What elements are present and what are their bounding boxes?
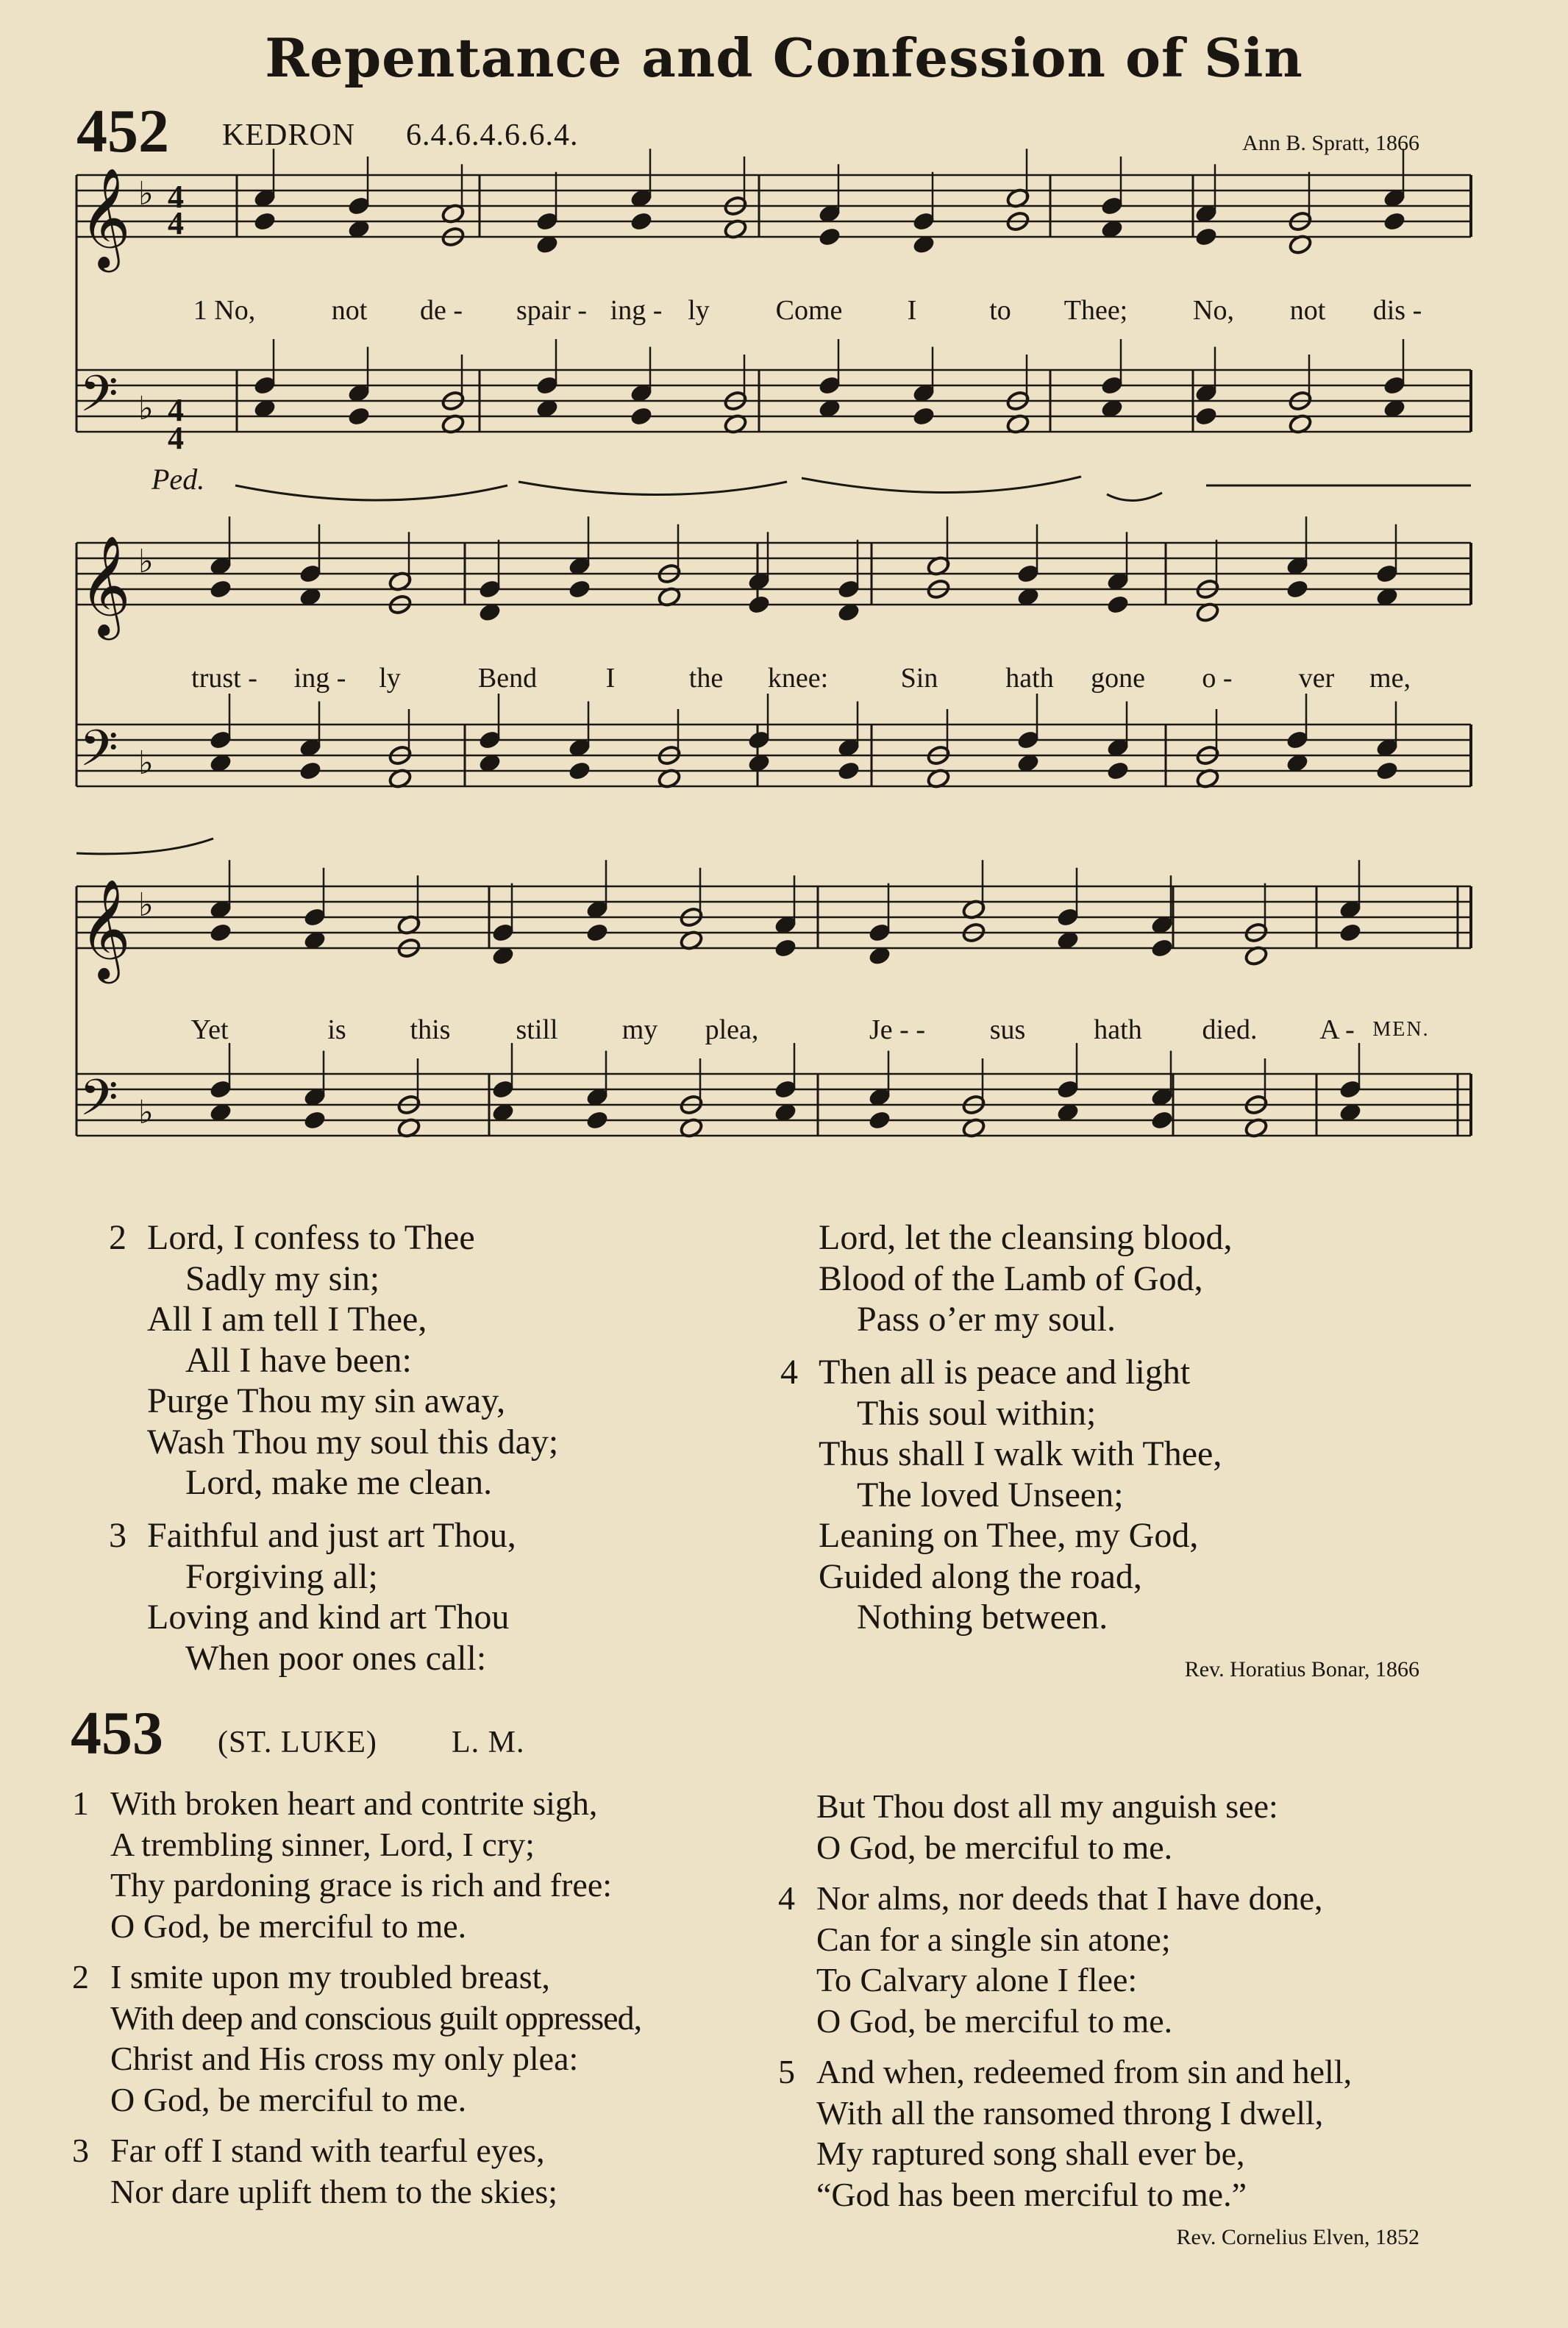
hymn-452-stanza-2 <box>109 1217 559 1503</box>
flat-icon: ♭ <box>138 390 154 427</box>
stanza-line: Far off I stand with tearful eyes, <box>110 2132 545 2169</box>
hymn-453-stanza-4 <box>778 1878 1323 2041</box>
note-head <box>836 760 861 782</box>
flat-icon: ♭ <box>138 1094 154 1131</box>
time-signature-bass-top: 4 <box>168 392 184 428</box>
stanza-number: 3 <box>72 2132 89 2169</box>
stanza-line: Loving and kind art Thou <box>147 1598 510 1637</box>
lyric-word: ing - <box>610 295 663 326</box>
bass-clef-icon: 𝄢 <box>79 720 118 790</box>
note-head <box>1105 760 1130 782</box>
stanza-line: Pass o’er my soul. <box>857 1300 1116 1339</box>
stanza-number: 2 <box>109 1218 126 1257</box>
note-head <box>252 210 277 232</box>
hymn-453-stanza-2 <box>72 1957 642 2120</box>
lyric-word: me, <box>1369 663 1411 694</box>
lyric-word: this <box>410 1014 451 1045</box>
flat-icon: ♭ <box>138 886 154 924</box>
note-head <box>1338 922 1363 944</box>
lyric-word: died. <box>1202 1014 1258 1045</box>
stanza-line: All I have been: <box>185 1340 412 1380</box>
stanza-line: With deep and conscious guilt oppressed, <box>110 1998 642 2037</box>
stanza-line: To Calvary alone I flee: <box>816 1961 1138 1998</box>
lyrics-system-2 <box>0 662 1568 697</box>
stanza-line: Thy pardoning grace is rich and free: <box>110 1866 613 1904</box>
lyric-word: gone <box>1091 663 1145 694</box>
treble-clef-icon: 𝄞 <box>79 534 131 636</box>
flat-icon: ♭ <box>138 175 154 213</box>
stanza-line: O God, be merciful to me. <box>816 1828 1173 1866</box>
stanza-number: 1 <box>72 1784 89 1822</box>
stanza-line: “God has been merciful to me.” <box>816 2175 1247 2213</box>
lyric-word: Thee; <box>1063 295 1128 326</box>
note-head <box>1375 760 1400 782</box>
note-head <box>208 922 233 944</box>
stanza-line: Nor alms, nor deeds that I have done, <box>816 1879 1323 1917</box>
lyric-word: ver <box>1298 663 1335 694</box>
stanza-line: With all the ransomed throng I dwell, <box>816 2093 1324 2132</box>
lyric-word: I <box>605 663 616 694</box>
stanza-line: Purge Thou my sin away, <box>147 1381 506 1420</box>
hymn-453-tune: (ST. LUKE) <box>218 1726 377 1759</box>
note-head <box>1285 578 1310 600</box>
ped-label: Ped. <box>152 463 205 496</box>
note-head <box>1382 210 1407 232</box>
stanza-line: Leaning on Thee, my God, <box>819 1516 1199 1555</box>
lyric-word: ing - <box>293 663 346 694</box>
flat-icon: ♭ <box>138 543 154 580</box>
bass-clef-icon: 𝄢 <box>79 366 118 435</box>
note-head <box>1194 226 1219 248</box>
stanza-number: 2 <box>72 1958 89 1996</box>
hymn-452-number: 452 <box>76 97 169 165</box>
lyric-word: Yet <box>190 1014 229 1045</box>
treble-clef-icon: 𝄞 <box>79 878 131 979</box>
hymn-453-stanza-5 <box>778 2051 1353 2215</box>
note-head <box>1194 405 1219 427</box>
hymn-453-stanza-1 <box>72 1783 613 1946</box>
stanza-line: Forgiving all; <box>185 1556 378 1596</box>
lyric-word: not <box>331 295 368 326</box>
stanza-line: Nothing between. <box>857 1598 1108 1637</box>
time-signature-treble-top: 4 <box>168 179 184 215</box>
lyric-word: 1 No, <box>193 295 256 326</box>
page-title: Repentance and Confession of Sin <box>265 26 1303 89</box>
note-head <box>773 937 798 959</box>
lyric-word: A - <box>1319 1014 1355 1045</box>
note-head <box>298 760 323 782</box>
stanza-line: The loved Unseen; <box>857 1475 1124 1514</box>
stanza-line: Lord, make me clean. <box>185 1463 493 1502</box>
stanza-line: Lord, let the cleansing blood, <box>819 1218 1233 1257</box>
lyric-word: to <box>989 295 1011 326</box>
lyric-word: not <box>1289 295 1326 326</box>
hymn-452-author: Ann B. Spratt, 1866 <box>1242 131 1419 155</box>
lyric-word: my <box>621 1014 658 1045</box>
stanza-line: Guided along the road, <box>819 1556 1142 1596</box>
stanza-line: O God, be merciful to me. <box>110 2080 467 2118</box>
stanza-line: Sadly my sin; <box>185 1259 380 1298</box>
hymn-452-stanza-3 <box>109 1515 516 1679</box>
hymn-452-meter: 6.4.6.4.6.6.4. <box>406 118 579 152</box>
note-head <box>629 405 654 427</box>
stanza-number: 4 <box>780 1353 798 1392</box>
hymn-452-text-author: Rev. Horatius Bonar, 1866 <box>1184 1657 1419 1681</box>
stanza-line: Faithful and just art Thou, <box>147 1516 516 1555</box>
note-head <box>302 1109 327 1131</box>
stanza-line: O God, be merciful to me. <box>816 2001 1173 2040</box>
lyric-word: trust - <box>191 663 257 694</box>
lyric-word: ly <box>379 663 401 694</box>
lyrics-system-3 <box>0 1014 1568 1049</box>
note-head <box>208 578 233 600</box>
hymn-453-meter: L. M. <box>452 1726 525 1759</box>
note-head <box>1150 937 1175 959</box>
note-head <box>746 594 771 616</box>
stanza-number: 3 <box>109 1516 126 1555</box>
note-head <box>346 405 371 427</box>
stanza-line: Blood of the Lamb of God, <box>819 1259 1203 1298</box>
stanza-line: Then all is peace and light <box>819 1353 1191 1392</box>
hymn-452-tune: KEDRON <box>222 118 355 152</box>
note-head <box>817 226 842 248</box>
lyric-word: spair - <box>516 295 588 326</box>
lyric-word: MEN. <box>1372 1018 1430 1041</box>
lyric-word: hath <box>1094 1014 1142 1045</box>
lyric-word: knee: <box>767 663 829 694</box>
flat-icon: ♭ <box>138 744 154 782</box>
lyric-word: Come <box>775 295 843 326</box>
lyric-word: is <box>327 1014 346 1045</box>
note-head <box>911 405 936 427</box>
stanza-line: O God, be merciful to me. <box>110 1907 467 1945</box>
lyric-word: hath <box>1005 663 1054 694</box>
note-head <box>567 760 592 782</box>
lyric-word: Sin <box>900 663 938 694</box>
lyric-word: sus <box>989 1014 1026 1045</box>
stanza-line: When poor ones call: <box>185 1638 487 1678</box>
stanza-number: 4 <box>778 1879 795 1917</box>
stanza-line: And when, redeemed from sin and hell, <box>816 2053 1353 2090</box>
stanza-line: Can for a single sin atone; <box>816 1920 1171 1958</box>
stanza-line: This soul within; <box>857 1393 1097 1433</box>
lyric-word: Bend <box>477 663 538 694</box>
lyric-word: I <box>907 295 917 326</box>
stanza-number: 5 <box>778 2053 795 2090</box>
hymn-453-stanza-3-cont <box>816 1786 1278 1868</box>
lyric-word: Je - - <box>869 1014 925 1045</box>
note-head <box>585 1109 610 1131</box>
stanza-line: I smite upon my troubled breast, <box>110 1958 550 1996</box>
stanza-line: Lord, I confess to Thee <box>147 1218 475 1257</box>
stanza-line: With broken heart and contrite sigh, <box>110 1784 598 1822</box>
hymn-452-stanza-4 <box>780 1352 1222 1638</box>
hymn-452-stanza-3-cont <box>819 1217 1233 1340</box>
lyric-word: plea, <box>705 1014 759 1045</box>
lyric-word: o - <box>1202 663 1233 694</box>
lyric-word: de - <box>419 295 463 326</box>
stanza-line: My raptured song shall ever be, <box>816 2135 1245 2172</box>
hymn-453-stanza-3 <box>72 2130 558 2212</box>
hymn-453-number: 453 <box>71 1699 163 1768</box>
note-head <box>567 578 592 600</box>
note-head <box>629 210 654 232</box>
note-head <box>585 922 610 944</box>
stanza-line: But Thou dost all my anguish see: <box>816 1787 1278 1825</box>
stanza-line: Nor dare uplift them to the skies; <box>110 2172 558 2210</box>
note-head <box>1150 1109 1175 1131</box>
bass-clef-icon: 𝄢 <box>79 1069 118 1139</box>
lyric-word: still <box>516 1014 558 1045</box>
lyric-word: the <box>688 663 724 694</box>
stanza-line: All I am tell I Thee, <box>147 1300 427 1339</box>
lyric-word: dis - <box>1372 295 1422 326</box>
lyric-word: ly <box>688 295 710 326</box>
time-signature-bass-bottom: 4 <box>168 420 184 456</box>
lyrics-system-1 <box>0 294 1568 330</box>
stanza-line: Wash Thou my soul this day; <box>147 1422 559 1462</box>
hymn-453-text-author: Rev. Cornelius Elven, 1852 <box>1176 2225 1419 2249</box>
note-head <box>1105 594 1130 616</box>
stanza-line: Christ and His cross my only plea: <box>110 2040 579 2077</box>
note-head <box>867 1109 892 1131</box>
stanza-line: A trembling sinner, Lord, I cry; <box>110 1825 535 1863</box>
treble-clef-icon: 𝄞 <box>79 166 131 268</box>
stanza-line: Thus shall I walk with Thee, <box>819 1434 1222 1473</box>
lyric-word: No, <box>1193 295 1234 326</box>
time-signature-treble-bottom: 4 <box>168 205 184 241</box>
